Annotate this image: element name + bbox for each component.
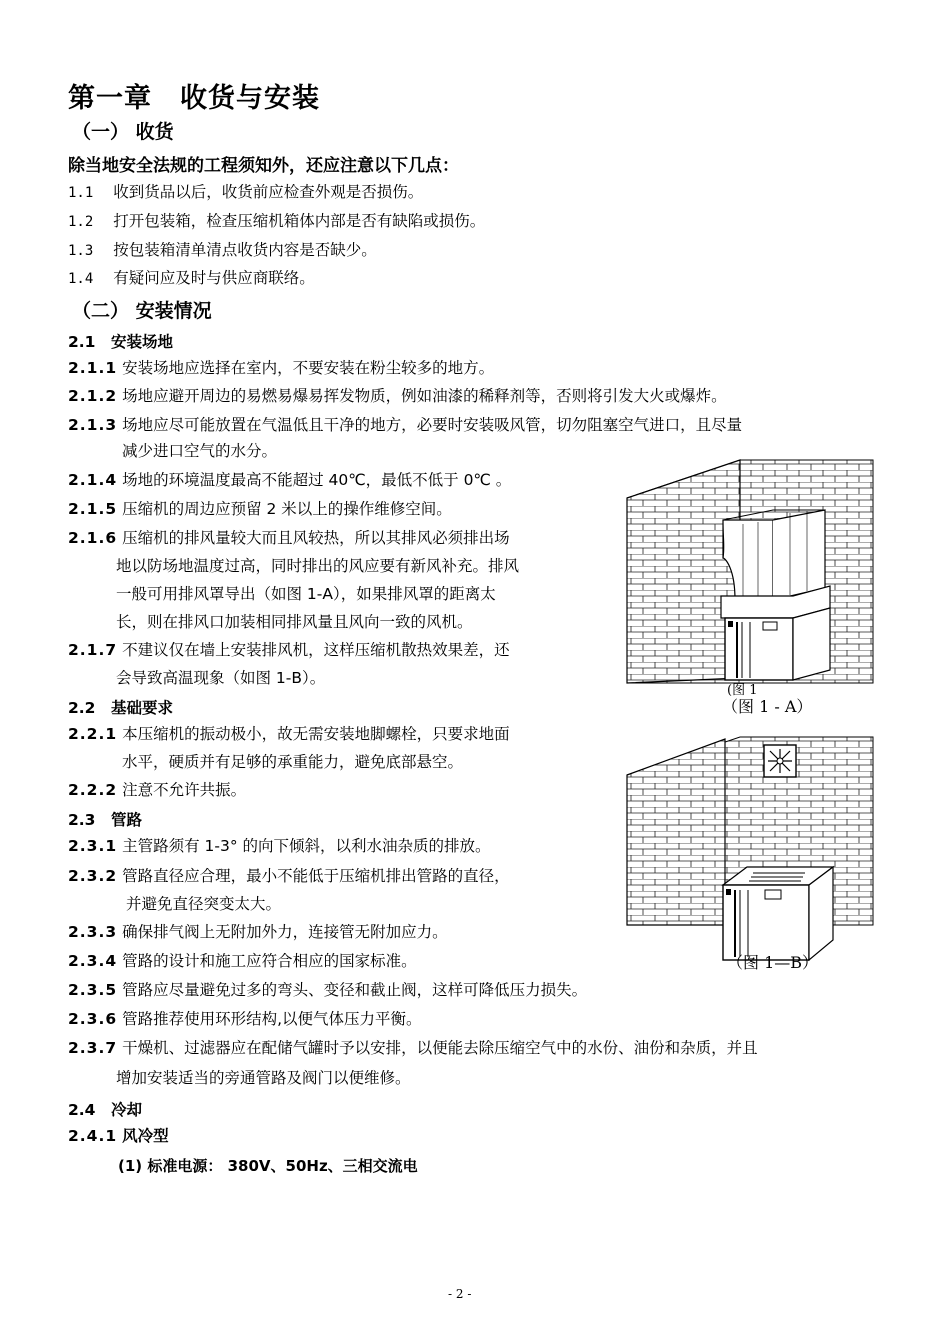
figure-1a-exhaust-hood-illustration <box>625 458 875 698</box>
list-item: 2.1.4 场地的环境温度最高不能超过 40℃，最低不低于 0℃ 。 <box>68 471 512 489</box>
list-item: 2.1.3 场地应尽可能放置在气温低且干净的地方，必要时安装吸风管，切勿阻塞空气进口，且尽量 <box>68 416 743 434</box>
list-item: 2.3.4 管路的设计和施工应符合相应的国家标准。 <box>68 952 417 970</box>
page-number: - 2 - <box>448 1287 472 1301</box>
section-heading-receiving: （一） 收货 <box>72 121 174 143</box>
subheading-site: 2.1 安装场地 <box>68 333 173 351</box>
subheading-piping: 2.3 管路 <box>68 811 142 829</box>
subheading-cooling: 2.4 冷却 <box>68 1101 142 1119</box>
list-item-continuation: 并避免直径突变太大。 <box>126 895 282 913</box>
list-item: 1.2 打开包装箱，检查压缩机箱体内部是否有缺陷或损伤。 <box>68 212 486 230</box>
list-item-continuation: 水平，硬质并有足够的承重能力，避免底部悬空。 <box>122 753 464 771</box>
figure-1b-caption: （图 1—B） <box>727 953 819 972</box>
list-item: 2.2.1 本压缩机的振动极小，故无需安装地脚螺栓，只要求地面 <box>68 725 510 743</box>
list-item: 1.4 有疑问应及时与供应商联络。 <box>68 269 315 287</box>
list-item-continuation: 会导致高温现象（如图 1-B）。 <box>116 669 326 687</box>
section-intro: 除当地安全法规的工程须知外，还应注意以下几点： <box>68 156 459 176</box>
figure-1b-wall-fan-illustration <box>625 735 875 965</box>
list-item: 2.3.5 管路应尽量避免过多的弯头、变径和截止阀，这样可降低压力损失。 <box>68 981 588 999</box>
list-item-continuation: 长，则在排风口加装相同排风量且风向一致的风机。 <box>116 613 473 631</box>
list-item: 2.3.1 主管路须有 1-3° 的向下倾斜，以利水油杂质的排放。 <box>68 837 491 855</box>
list-item: 1.1 收到货品以后，收货前应检查外观是否损伤。 <box>68 183 424 201</box>
list-item: 2.3.3 确保排气阀上无附加外力，连接管无附加应力。 <box>68 923 448 941</box>
list-item-continuation: 地以防场地温度过高，同时排出的风应要有新风补充。排风 <box>116 557 520 575</box>
list-item: 2.1.1 安装场地应选择在室内，不要安装在粉尘较多的地方。 <box>68 359 495 377</box>
list-item: 2.4.1 风冷型 <box>68 1127 169 1145</box>
list-item: 2.2.2 注意不允许共振。 <box>68 781 247 799</box>
figure-1a-cut-label: (图 1 <box>727 683 758 698</box>
list-item: 2.1.7 不建议仅在墙上安装排风机，这样压缩机散热效果差，还 <box>68 641 510 659</box>
list-item: 2.3.7 干燥机、过滤器应在配储气罐时予以安排，以便能去除压缩空气中的水份、油份和杂质，并且 <box>68 1039 758 1057</box>
list-item-continuation: 减少进口空气的水分。 <box>122 442 278 460</box>
chapter-title: 第一章 收货与安装 <box>68 83 320 114</box>
list-item: 2.1.2 场地应避开周边的易燃易爆易挥发物质，例如油漆的稀释剂等，否则将引发大火或爆炸。 <box>68 387 727 405</box>
list-item-continuation: 一般可用排风罩导出（如图 1-A），如果排风罩的距离太 <box>116 585 496 603</box>
list-item-continuation: 增加安装适当的旁通管路及阀门以便维修。 <box>116 1069 411 1087</box>
list-item: 2.3.2 管路直径应合理，最小不能低于压缩机排出管路的直径， <box>68 867 510 885</box>
list-item: 2.1.6 压缩机的排风量较大而且风较热，所以其排风必须排出场 <box>68 529 510 547</box>
figure-1a-caption: （图 1 - A） <box>722 697 813 716</box>
list-item: 1.3 按包装箱清单清点收货内容是否缺少。 <box>68 241 377 259</box>
section-heading-installation: （二） 安装情况 <box>72 300 212 322</box>
list-item: 2.1.5 压缩机的周边应预留 2 米以上的操作维修空间。 <box>68 500 452 518</box>
list-item: 2.3.6 管路推荐使用环形结构,以便气体压力平衡。 <box>68 1010 422 1028</box>
subheading-foundation: 2.2 基础要求 <box>68 699 173 717</box>
power-spec: (1) 标准电源： 380V、50Hz、三相交流电 <box>118 1157 418 1175</box>
